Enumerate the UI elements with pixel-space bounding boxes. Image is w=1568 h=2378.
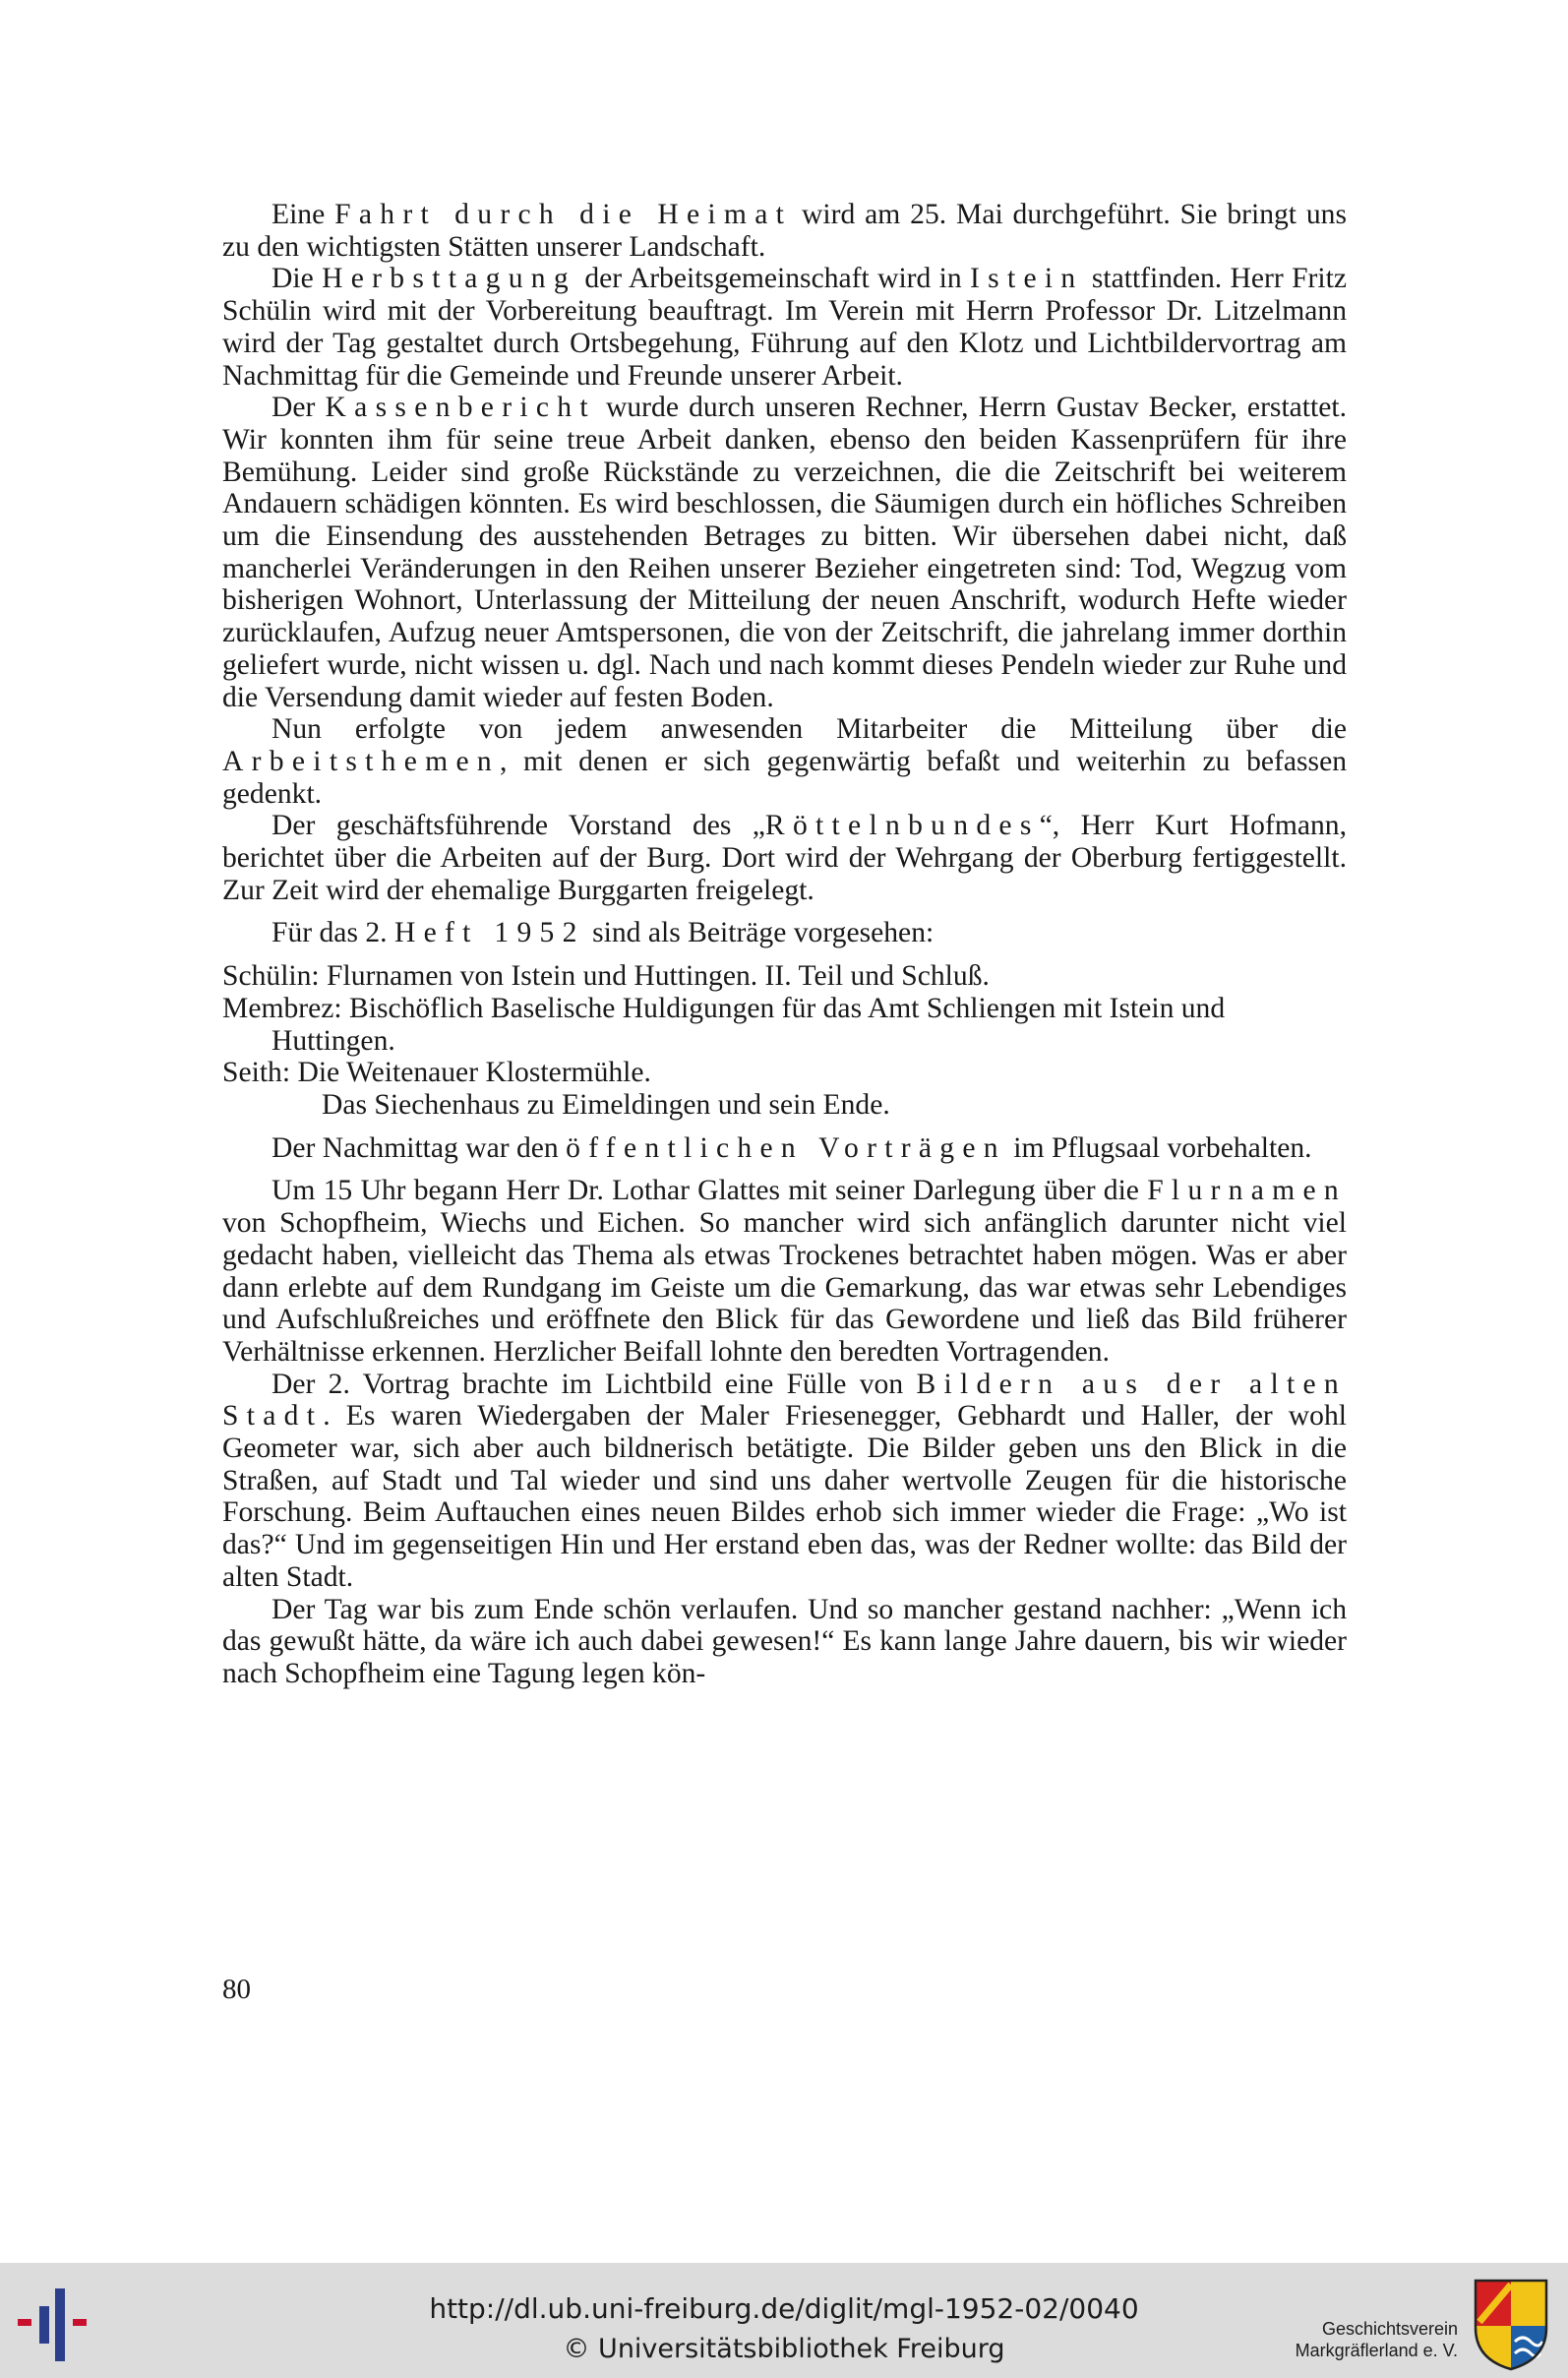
copyright-text: © Universitätsbibliothek Freiburg	[563, 2334, 1005, 2364]
paragraph	[222, 392, 1347, 713]
paragraph	[222, 960, 1347, 993]
paragraph-text: Der 2. Vortrag brachte im Lichtbild eine Fülle von	[271, 1368, 917, 1400]
paragraph-text: “, Herr Kurt Hofmann, berichtet über die Arbeiten auf der Burg. Dort wird der Wehrgang der Oberburg fertiggestellt. Zur Zeit wird der ehemalige Burggarten freigelegt.	[222, 810, 1347, 906]
paragraph-text: sind als Beiträge vorgesehen:	[584, 917, 935, 949]
paragraph-text: Schülin: Flurnamen von Istein und Huttingen. II. Teil und Schluß.	[222, 960, 990, 993]
spaced-emphasis-text: Röttelnbundes	[764, 810, 1040, 842]
page-number: 80	[222, 1974, 251, 2005]
text-block	[222, 199, 1347, 1690]
spaced-emphasis-text: Flurnamen	[1147, 1175, 1347, 1207]
paragraph	[222, 1594, 1347, 1690]
paragraph	[222, 263, 1347, 392]
paragraph-text: Eine	[271, 199, 335, 230]
paragraph-text: Das Siechenhaus zu Eimeldingen und sein Ende.	[322, 1088, 890, 1121]
spaced-emphasis-text: Kassenbericht	[325, 392, 596, 424]
paragraph-text: Für das 2.	[271, 917, 394, 949]
society-name	[1296, 2318, 1458, 2361]
paragraph	[222, 1057, 1347, 1089]
paragraph	[222, 1132, 1347, 1165]
paragraph-text: stattfinden. Herr Fritz Schülin wird mit der Vorbereitung beauftragt. Im Verein mit Herrn Professor Dr. Litzelmann wird der Tag gestaltet durch Ortsbegehung, Führung auf den Klotz und Lichtbildervortrag am Nachmittag für die Gemeinde und Freunde unserer Arbeit.	[222, 263, 1347, 392]
paragraph	[222, 199, 1347, 263]
paragraph-text: wird am 25. Mai durchgeführt. Sie bringt uns zu den wichtigsten Stätten unserer Landschaft.	[222, 199, 1347, 263]
paragraph	[222, 1369, 1347, 1594]
paragraph-text: Membrez: Bischöflich Baselische Huldigungen für das Amt Schliengen mit Istein und Huttingen.	[222, 992, 1226, 1057]
paragraph-text: . Es waren Wiedergaben der Maler Friesenegger, Gebhardt und Haller, der wohl Geometer war, sich aber auch bildnerisch betätigte. Die Bilder geben uns den Blick in die Straßen, auf Stadt und Tal wieder und sind uns daher wertvolle Zeugen für die historische Forschung. Beim Auftauchen eines neuen Bildes erhob sich immer wieder die Frage: „Wo ist das?“ Und im gegenseitigen Hin und Her erstand eben das, was der Redner wollte: das Bild der alten Stadt.	[222, 1400, 1347, 1593]
paragraph	[222, 1175, 1347, 1368]
paragraph-text: Die	[271, 263, 323, 295]
spaced-emphasis-text: Istein	[970, 263, 1084, 295]
paragraph-text: , mit denen er sich gegenwärtig befaßt und weiterhin zu befassen gedenkt.	[222, 745, 1347, 810]
spaced-emphasis-text: Arbeitsthemen	[222, 745, 500, 777]
paragraph-text: Der	[271, 392, 326, 424]
paragraph-text: Nun erfolgte von jedem anwesenden Mitarbeiter die Mitteilung über die	[271, 713, 1347, 746]
society-name-line-1: Geschichtsverein	[1321, 2319, 1458, 2339]
spaced-emphasis-text: Heft 1952	[393, 917, 585, 949]
document-url-link[interactable]: http://dl.ub.uni-freiburg.de/diglit/mgl-1952-02/0040	[429, 2292, 1139, 2325]
paragraph-text: Der Nachmittag war den	[271, 1131, 567, 1164]
paragraph	[222, 993, 1347, 1057]
paragraph-text: wurde durch unseren Rechner, Herrn Gustav Becker, erstattet. Wir konnten ihm für seine treue Arbeit danken, ebenso den beiden Kassenprüfern für ihre Bemühung. Leider sind große Rückstände zu verzeichnen, die die Zeitschrift bei weiterem Andauern schädigen könnten. Es wird beschlossen, die Säumigen durch ein höfliches Schreiben um die Einsendung des ausstehenden Betrages zu bitten. Wir übersehen dabei nicht, daß mancherlei Veränderungen in den Reihen unserer Bezieher eingetreten sind: Tod, Wegzug vom bisherigen Wohnort, Unterlassung der Mitteilung der neuen Anschrift, wodurch Hefte wieder zurücklaufen, Aufzug neuer Amtspersonen, die von der Zeitschrift, die jahrelang immer dorthin geliefert wurde, nicht wissen u. dgl. Nach und nach kommt dieses Pendeln wieder zur Ruhe und die Versendung damit wieder auf festen Boden.	[222, 392, 1347, 713]
spaced-emphasis-text: Herbsttagung	[322, 263, 576, 295]
paragraph-text: im Pflugsaal vorbehalten.	[1005, 1131, 1312, 1164]
society-name-line-2: Markgräflerland e. V.	[1295, 2341, 1458, 2360]
paragraph	[222, 1089, 1347, 1122]
coat-of-arms-icon[interactable]	[1472, 2277, 1550, 2371]
paragraph-text: Der Tag war bis zum Ende schön verlaufen. Und so mancher gestand nachher: „Wenn ich das gewußt hätte, da wäre ich auch dabei gewesen!“ Es kann lange Jahre dauern, bis wir wieder nach Schopfheim eine Tagung legen kön-	[222, 1593, 1347, 1689]
paragraph	[222, 810, 1347, 906]
spaced-emphasis-text: Fahrt durch die Heimat	[334, 199, 793, 230]
spaced-emphasis-text: Bildern aus der alten Stadt	[222, 1368, 1347, 1433]
paragraph-text: Seith: Die Weitenauer Klostermühle.	[222, 1057, 651, 1089]
spaced-emphasis-text: öffentlichen Vorträgen	[566, 1131, 1006, 1164]
paragraph-text: der Arbeitsgemeinschaft wird in	[575, 263, 971, 295]
paragraph	[222, 917, 1347, 949]
paragraph-text: Um 15 Uhr begann Herr Dr. Lothar Glattes mit seiner Darlegung über die	[271, 1175, 1148, 1207]
paragraph-text: Der geschäftsführende Vorstand des „	[271, 810, 765, 842]
paragraph	[222, 713, 1347, 810]
footer-bar	[0, 2263, 1568, 2378]
paragraph-text: von Schopfheim, Wiechs und Eichen. So mancher wird sich anfänglich darunter nicht viel gedacht haben, vielleicht das Thema als etwas Trockenes betrachtet haben mögen. Was er aber dann erlebte auf dem Rundgang im Geiste um die Gemarkung, das war etwas sehr Lebendiges und Aufschlußreiches und eröffnete den Blick für das Gewordene und ließ das Bild früherer Verhältnisse erkennen. Herzlicher Beifall lohnte den beredten Vortragenden.	[222, 1207, 1347, 1368]
